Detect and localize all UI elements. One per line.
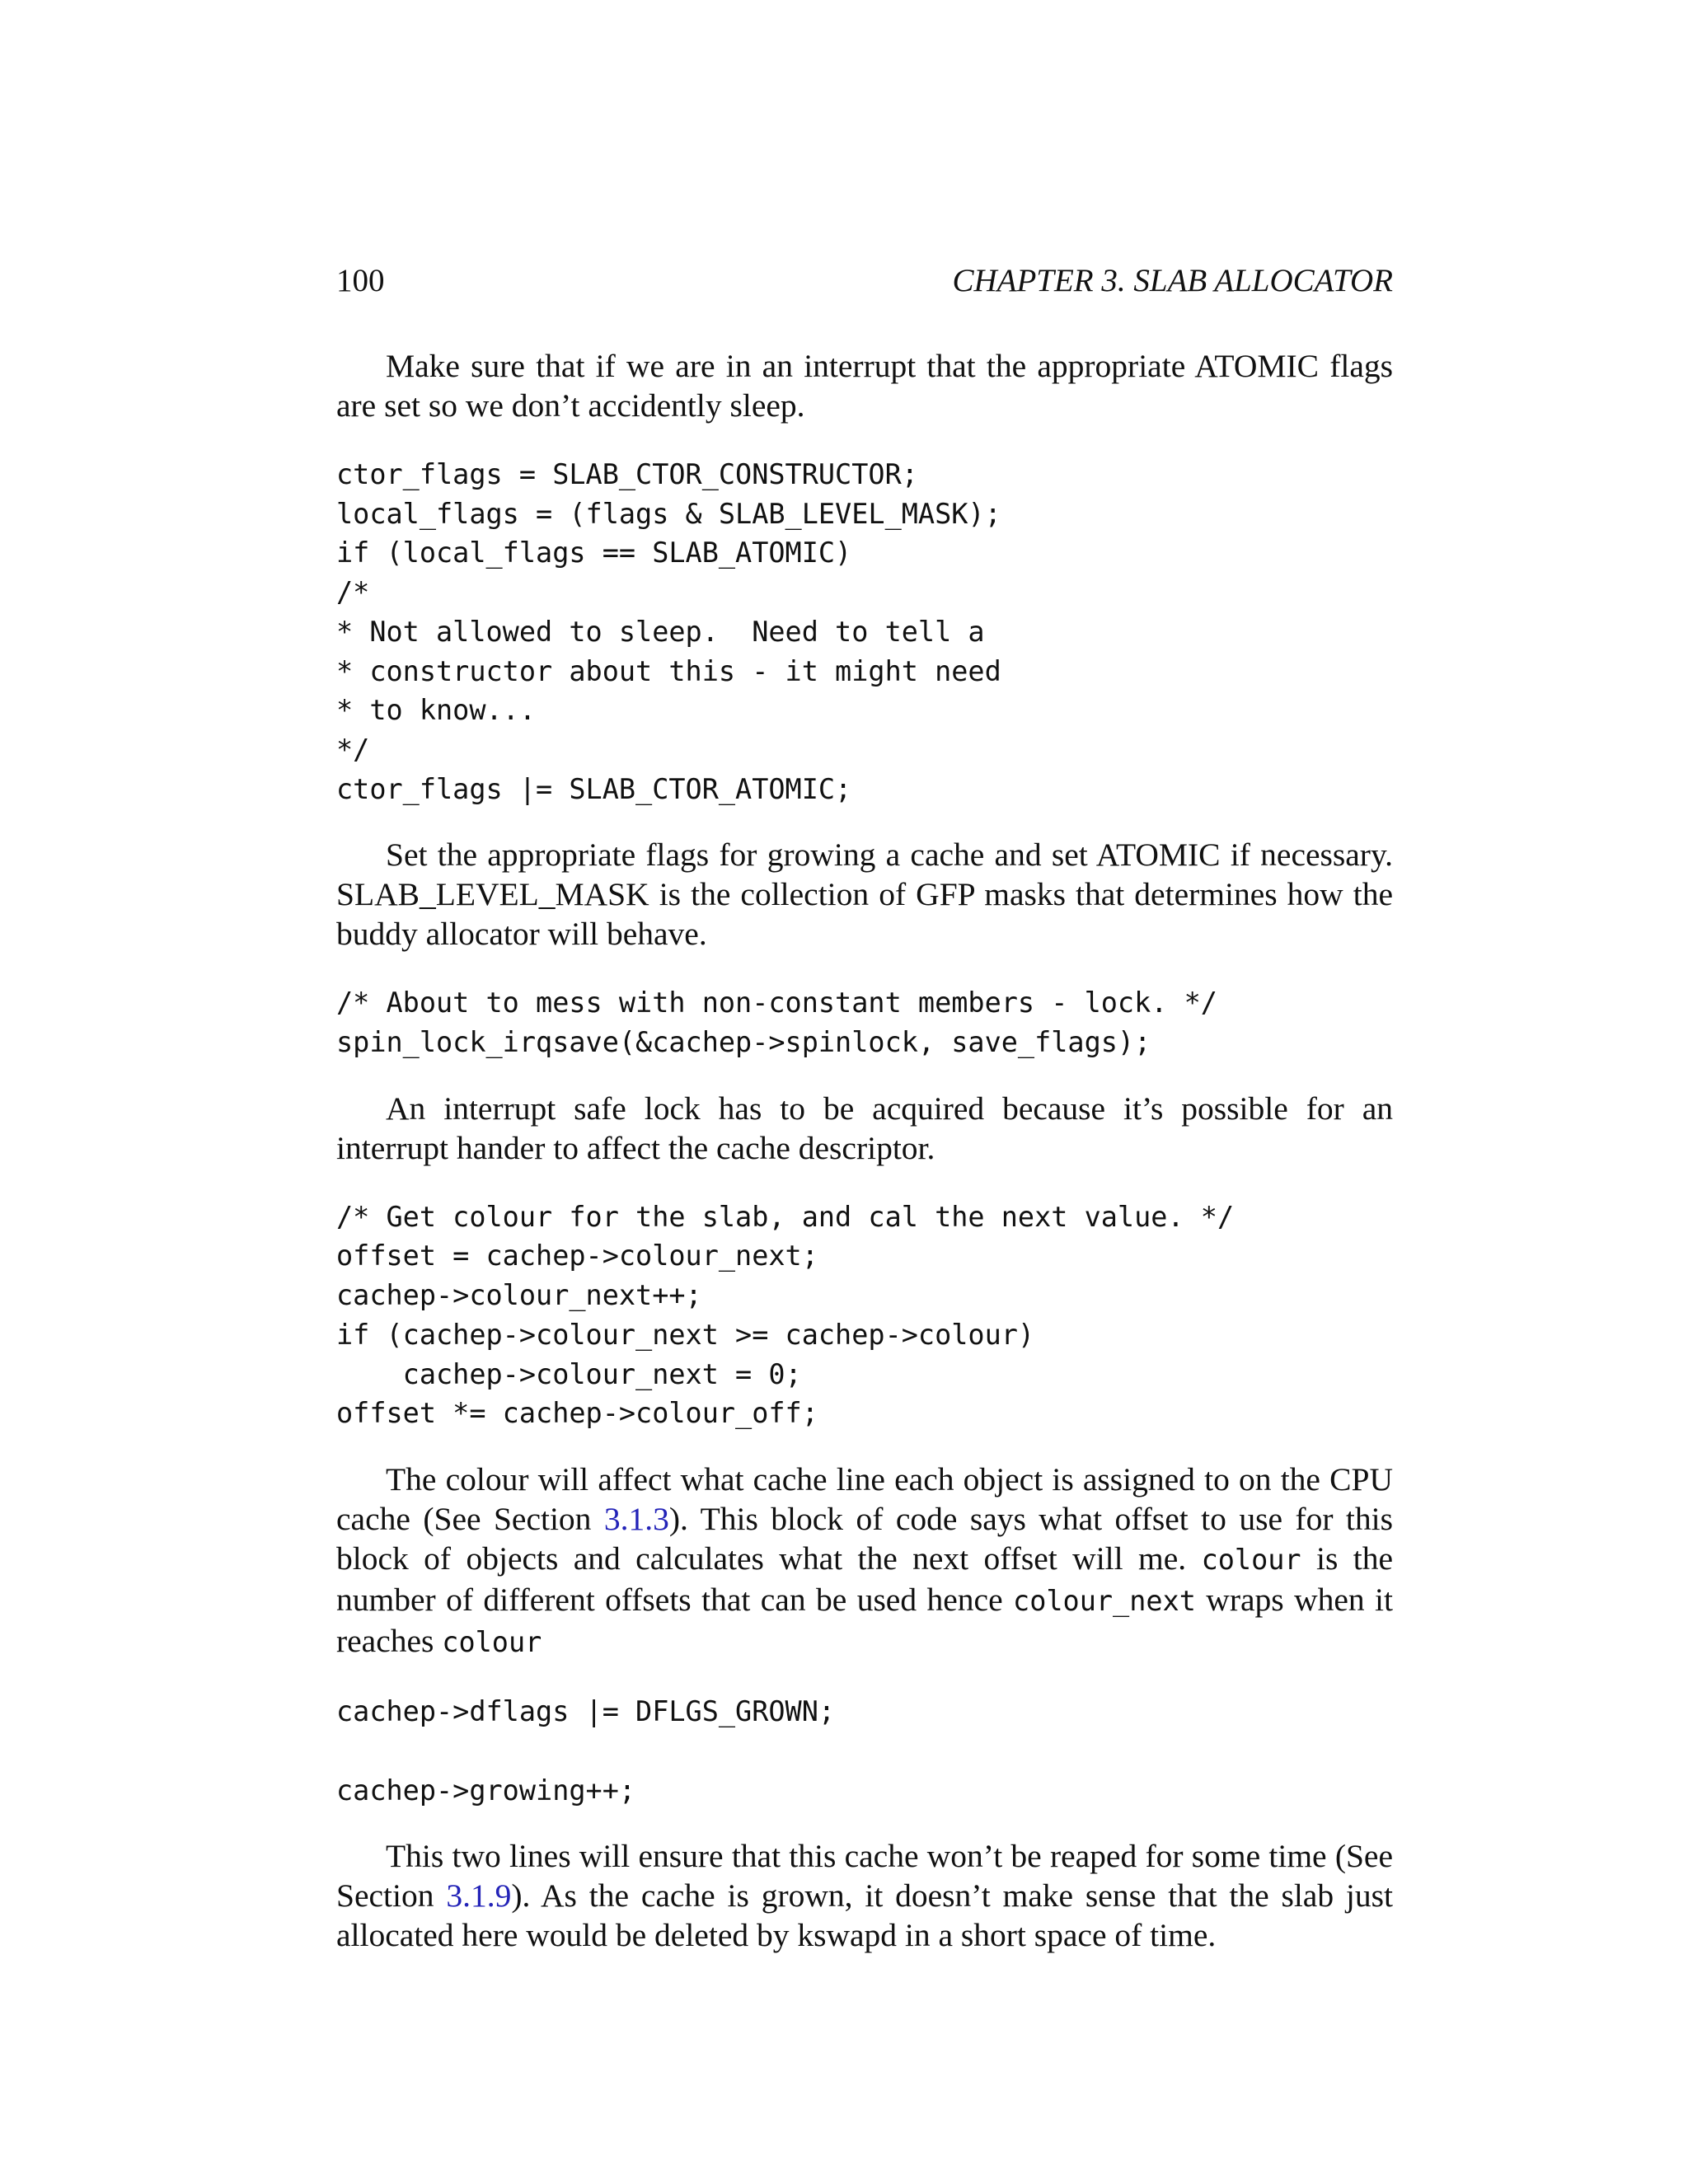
section-link-3-1-9[interactable]: 3.1.9 — [446, 1877, 512, 1915]
paragraph-colour — [336, 1460, 1393, 1662]
inline-code-colour: colour — [1201, 1543, 1301, 1576]
text-segment: is the number of different offsets that can be used hence — [336, 1540, 1393, 1618]
paragraph-grow-flags: Set the appropriate flags for growing a cache and set ATOMIC if necessary. SLAB_LEVEL_MASK is the collection of GFP masks that determines how the buddy allocator will behave. — [336, 837, 1393, 953]
code-block-dflags: cachep->dflags |= DFLGS_GROWN; — [336, 1694, 836, 1727]
inline-code-colour-end: colour — [442, 1625, 542, 1658]
page-header — [336, 262, 1393, 300]
running-title: CHAPTER 3. SLAB ALLOCATOR — [952, 263, 1393, 298]
code-block-colour: /* Get colour for the slab, and cal the next value. */ offset = cachep->colour_next; cachep->colour_next++; if (cachep->colour_next >= cachep->colour) cachep->colour_next = 0; offset *= cachep->colour_off; — [336, 1200, 1235, 1430]
code-block-growing: cachep->growing++; — [336, 1774, 636, 1807]
text-segment: wraps when it reaches — [336, 1581, 1393, 1659]
inline-code-colour-next: colour_next — [1013, 1584, 1196, 1617]
text-segment: This two lines will ensure that this cache won’t be reaped for some time (See Section — [336, 1838, 1393, 1915]
code-block-spinlock: /* About to mess with non-constant members - lock. */ spin_lock_irqsave(&cachep->spinlock, save_flags); — [336, 987, 1217, 1059]
text-segment: The colour will affect what cache line each object is assigned to on the CPU cache (See Section — [336, 1460, 1393, 1537]
section-link-3-1-3[interactable]: 3.1.3 — [603, 1500, 669, 1537]
page-number: 100 — [336, 263, 385, 298]
paragraph-reaping — [336, 1836, 1393, 1955]
text-segment: ). As the cache is grown, it doesn’t make sense that the slab just allocated here would be deleted by kswapd in a short space of time. — [336, 1877, 1393, 1954]
page-body — [336, 346, 1393, 1955]
paragraph-atomic-flags: Make sure that if we are in an interrupt that the appropriate ATOMIC flags are set so we don’t accidently sleep. — [336, 348, 1393, 424]
code-block-ctor-flags: ctor_flags = SLAB_CTOR_CONSTRUCTOR; local_flags = (flags & SLAB_LEVEL_MASK); if (local_flags == SLAB_ATOMIC) /* * Not allowed to sleep. Need to tell a * constructor about this - it might need * to know... */ ctor_flags |= SLAB_CTOR_ATOMIC; — [336, 458, 1001, 805]
text-segment: ). This block of code says what offset to use for this block of objects and calculates what the next offset will me. — [336, 1500, 1393, 1577]
paragraph-interrupt-lock: An interrupt safe lock has to be acquired because it’s possible for an interrupt hander to affect the cache descriptor. — [336, 1090, 1393, 1166]
